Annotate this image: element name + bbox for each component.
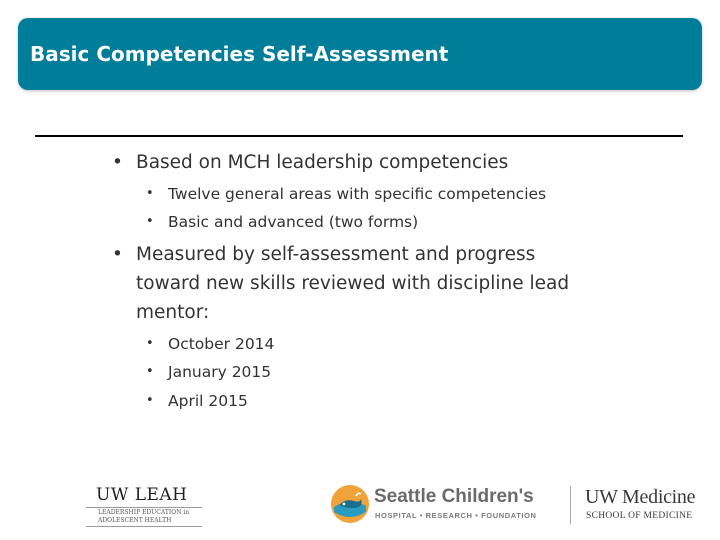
whale-logo-icon: [330, 484, 370, 524]
logo-divider: [570, 486, 571, 524]
bullet-text: Basic and advanced (two forms): [168, 213, 419, 231]
bullet-dot: •: [146, 214, 154, 229]
uw-leah-tagline-line: LEADERSHIP EDUCATION in: [98, 509, 190, 516]
uw-medicine-logo: [585, 486, 715, 526]
uw-leah-tagline: [98, 509, 189, 525]
uw-medicine-tagline: SCHOOL OF MEDICINE: [586, 511, 693, 521]
seattle-childrens-logo: [330, 484, 555, 524]
footer-logos: [0, 470, 720, 540]
bullet-dot: •: [146, 186, 154, 201]
bullet-main-1: [112, 148, 592, 177]
bullet-text-line: Measured by self-assessment and progress: [136, 244, 536, 265]
bullet-dot: •: [146, 336, 154, 351]
bullet-sub-1-1: [146, 183, 546, 205]
bullet-sub-2-1: [146, 333, 274, 355]
bullet-sub-1-2: [146, 211, 418, 233]
uw-medicine-name: UW Medicine: [585, 486, 696, 508]
logo-rule: [86, 507, 202, 508]
bullet-text-line: mentor:: [136, 302, 210, 323]
bullet-text: Twelve general areas with specific competencies: [168, 185, 547, 203]
uw-leah-tagline-line: ADOLESCENT HEALTH: [98, 517, 172, 524]
seattle-childrens-name: Seattle Children's: [374, 486, 534, 507]
uw-leah-title: UW LEAH: [96, 485, 188, 505]
bullet-dot: •: [112, 152, 123, 173]
slide-title: Basic Competencies Self-Assessment: [30, 42, 449, 66]
bullet-text: Based on MCH leadership competencies: [136, 152, 509, 173]
bullet-dot: •: [146, 393, 154, 408]
bullet-text-line: toward new skills reviewed with discipline lead: [136, 273, 570, 294]
bullet-sub-2-3: [146, 390, 248, 412]
seattle-childrens-tagline: HOSPITAL • RESEARCH • FOUNDATION: [375, 511, 537, 520]
bullet-text: April 2015: [168, 392, 248, 410]
bullet-main-2: [112, 240, 592, 327]
logo-rule: [86, 526, 202, 527]
bullet-dot: •: [146, 364, 154, 379]
uw-leah-logo: [86, 486, 204, 526]
bullet-sub-2-2: [146, 361, 271, 383]
bullet-dot: •: [112, 244, 123, 265]
bullet-text: October 2014: [168, 335, 275, 353]
bullet-text: January 2015: [168, 363, 272, 381]
